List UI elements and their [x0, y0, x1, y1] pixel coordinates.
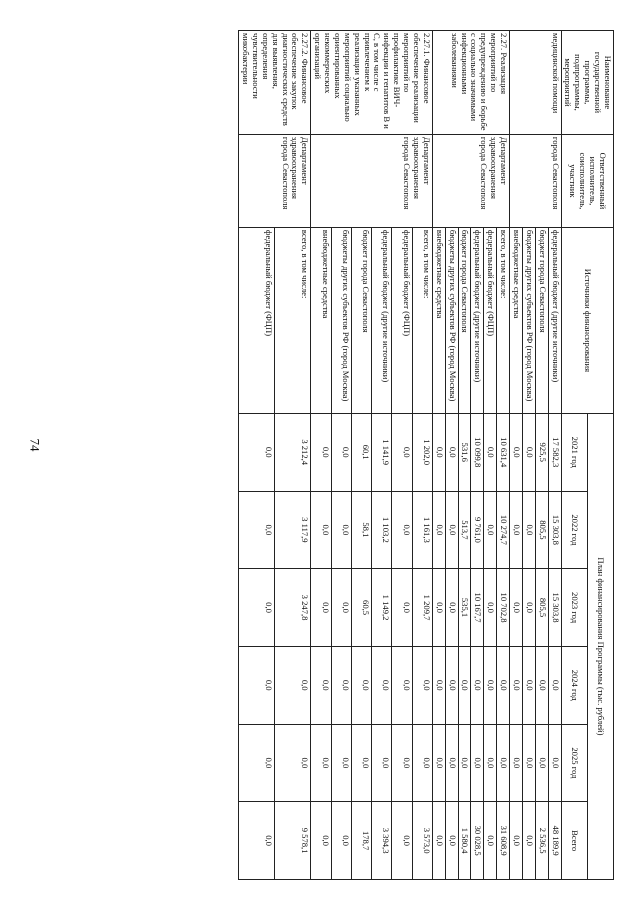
value-cell: 0,0 — [311, 724, 331, 802]
value-cell: 0,0 — [510, 491, 523, 569]
source: бюджеты других субъектов РФ (город Москва) — [445, 227, 458, 413]
value-cell: 0,0 — [523, 802, 536, 880]
value-cell: 1 580,4 — [458, 802, 471, 880]
responsible: Департамент здравоохранения города Севастополя — [432, 134, 509, 227]
value-cell: 0,0 — [497, 724, 510, 802]
header-total: Всего — [561, 802, 587, 880]
value-cell: 3 117,9 — [275, 491, 311, 569]
source: всего, в том числе: — [497, 227, 510, 413]
value-cell: 0,0 — [445, 569, 458, 647]
value-cell: 0,0 — [392, 646, 412, 724]
value-cell: 9 578,1 — [275, 802, 311, 880]
value-cell: 0,0 — [239, 491, 275, 569]
value-cell: 10 099,8 — [471, 413, 484, 491]
value-cell: 9 761,0 — [471, 491, 484, 569]
value-cell: 531,6 — [458, 413, 471, 491]
value-cell: 0,0 — [432, 724, 445, 802]
value-cell: 0,0 — [445, 413, 458, 491]
value-cell: 0,0 — [275, 724, 311, 802]
source: федеральный бюджет (другие источники) — [548, 227, 561, 413]
value-cell: 0,0 — [510, 646, 523, 724]
value-cell: 17 582,3 — [548, 413, 561, 491]
value-cell: 30 028,5 — [471, 802, 484, 880]
value-cell: 0,0 — [392, 724, 412, 802]
value-cell: 60,1 — [351, 413, 371, 491]
value-cell: 0,0 — [484, 569, 497, 647]
value-cell: 1 209,7 — [412, 569, 432, 647]
source: федеральный бюджет (ФЦП) — [392, 227, 412, 413]
value-cell: 0,0 — [523, 413, 536, 491]
value-cell: 0,0 — [331, 802, 351, 880]
value-cell: 0,0 — [458, 646, 471, 724]
rotated-page — [54, 30, 614, 880]
value-cell: 0,0 — [372, 724, 392, 802]
value-cell: 0,0 — [548, 646, 561, 724]
value-cell: 0,0 — [432, 569, 445, 647]
value-cell: 0,0 — [432, 413, 445, 491]
value-cell: 0,0 — [372, 646, 392, 724]
value-cell: 0,0 — [239, 724, 275, 802]
value-cell: 925,5 — [535, 413, 548, 491]
measure-name: 2.27.2. Финансовое обеспечение закупок диагностических средств для выявления, определения чувствительности микобактерии — [239, 31, 311, 135]
value-cell: 3 573,0 — [412, 802, 432, 880]
value-cell: 0,0 — [523, 724, 536, 802]
value-cell: 0,0 — [392, 413, 412, 491]
value-cell: 0,0 — [432, 802, 445, 880]
source: всего, в том числе: — [412, 227, 432, 413]
value-cell: 0,0 — [432, 491, 445, 569]
value-cell: 0,0 — [275, 646, 311, 724]
responsible: Департамент здравоохранения города Севастополя — [311, 134, 433, 227]
value-cell: 15 303,8 — [548, 569, 561, 647]
value-cell: 0,0 — [458, 724, 471, 802]
value-cell: 31 608,9 — [497, 802, 510, 880]
table-row — [497, 31, 510, 880]
value-cell: 0,0 — [412, 724, 432, 802]
header-name: Наименование государственной программы, подпрограммы, мероприятий — [561, 31, 613, 135]
value-cell: 0,0 — [445, 802, 458, 880]
value-cell: 1 103,2 — [372, 491, 392, 569]
responsible: Департамент здравоохранения города Севастополя — [239, 134, 311, 227]
source: внебюджетные средства — [510, 227, 523, 413]
value-cell: 0,0 — [331, 646, 351, 724]
source: бюджет города Севастополя — [535, 227, 548, 413]
value-cell: 805,5 — [535, 491, 548, 569]
value-cell: 0,0 — [484, 802, 497, 880]
header-responsible: Ответственный исполнитель, соисполнитель, участник — [561, 134, 613, 227]
value-cell: 0,0 — [445, 724, 458, 802]
value-cell: 0,0 — [239, 646, 275, 724]
value-cell: 1 141,9 — [372, 413, 392, 491]
value-cell: 0,0 — [311, 646, 331, 724]
value-cell: 0,0 — [471, 646, 484, 724]
value-cell: 513,7 — [458, 491, 471, 569]
source: внебюджетные средства — [311, 227, 331, 413]
value-cell: 0,0 — [311, 491, 331, 569]
value-cell: 0,0 — [523, 491, 536, 569]
value-cell: 0,0 — [510, 413, 523, 491]
value-cell: 10 167,7 — [471, 569, 484, 647]
value-cell: 0,0 — [484, 646, 497, 724]
source: федеральный бюджет (другие источники) — [372, 227, 392, 413]
value-cell: 0,0 — [510, 802, 523, 880]
value-cell: 0,0 — [331, 413, 351, 491]
value-cell: 1 149,2 — [372, 569, 392, 647]
value-cell: 0,0 — [535, 646, 548, 724]
value-cell: 3 394,3 — [372, 802, 392, 880]
measure-name: медицинской помощи — [510, 31, 562, 135]
value-cell: 0,0 — [239, 802, 275, 880]
value-cell: 48 189,9 — [548, 802, 561, 880]
value-cell: 535,1 — [458, 569, 471, 647]
value-cell: 1 161,3 — [412, 491, 432, 569]
header-year: 2023 год — [561, 569, 587, 647]
header-year: 2022 год — [561, 491, 587, 569]
value-cell: 0,0 — [484, 413, 497, 491]
value-cell: 0,0 — [239, 413, 275, 491]
value-cell: 0,0 — [445, 646, 458, 724]
financing-table — [238, 30, 614, 880]
source: всего, в том числе: — [275, 227, 311, 413]
value-cell: 3 212,4 — [275, 413, 311, 491]
value-cell: 805,5 — [535, 569, 548, 647]
value-cell: 0,0 — [331, 569, 351, 647]
source: внебюджетные средства — [432, 227, 445, 413]
value-cell: 0,0 — [445, 491, 458, 569]
value-cell: 0,0 — [432, 646, 445, 724]
value-cell: 0,0 — [510, 724, 523, 802]
value-cell: 0,0 — [351, 646, 371, 724]
value-cell: 0,0 — [331, 724, 351, 802]
value-cell: 10 274,7 — [497, 491, 510, 569]
value-cell: 0,0 — [548, 724, 561, 802]
value-cell: 0,0 — [392, 569, 412, 647]
value-cell: 0,0 — [523, 569, 536, 647]
value-cell: 1 202,0 — [412, 413, 432, 491]
page-number: 74 — [27, 438, 43, 452]
value-cell: 178,7 — [351, 802, 371, 880]
value-cell: 15 303,8 — [548, 491, 561, 569]
value-cell: 0,0 — [484, 491, 497, 569]
measure-name: 2.27. Реализация мероприятий по предупреждению и борьбе с социально значимыми инфекционными заболеваниями — [432, 31, 509, 135]
value-cell: 0,0 — [471, 724, 484, 802]
value-cell: 2 536,5 — [535, 802, 548, 880]
value-cell: 0,0 — [535, 724, 548, 802]
value-cell: 10 702,8 — [497, 569, 510, 647]
header-plan: План финансирования Программы (тыс. рублей) — [587, 413, 613, 879]
value-cell: 0,0 — [311, 413, 331, 491]
table-row — [548, 31, 561, 880]
header-year: 2025 год — [561, 724, 587, 802]
table-row — [412, 31, 432, 880]
value-cell: 0,0 — [392, 802, 412, 880]
value-cell: 0,0 — [311, 802, 331, 880]
value-cell: 0,0 — [311, 569, 331, 647]
value-cell: 0,0 — [497, 646, 510, 724]
header-year: 2024 год — [561, 646, 587, 724]
value-cell: 0,0 — [239, 569, 275, 647]
value-cell: 0,0 — [351, 724, 371, 802]
value-cell: 58,1 — [351, 491, 371, 569]
header-year: 2021 год — [561, 413, 587, 491]
source: федеральный бюджет (другие источники) — [471, 227, 484, 413]
measure-name: 2.27.1. Финансовое обеспечение реализации мероприятий по профилактике ВИЧ-инфекции и гепатитов В и С, в том числе с привлечением к реализации указанных мероприятий социально ориентированных некоммерческих организаций — [311, 31, 433, 135]
table-row — [275, 31, 311, 880]
responsible: города Севастополя — [510, 134, 562, 227]
value-cell: 0,0 — [331, 491, 351, 569]
value-cell: 0,0 — [484, 724, 497, 802]
source: бюджеты других субъектов РФ (город Москва) — [523, 227, 536, 413]
source: бюджет города Севастополя — [351, 227, 371, 413]
value-cell: 0,0 — [523, 646, 536, 724]
source: федеральный бюджет (ФЦП) — [484, 227, 497, 413]
value-cell: 60,5 — [351, 569, 371, 647]
source: бюджеты других субъектов РФ (город Москва) — [331, 227, 351, 413]
source: бюджет города Севастополя — [458, 227, 471, 413]
value-cell: 0,0 — [510, 569, 523, 647]
value-cell: 0,0 — [412, 646, 432, 724]
header-sources: Источники финансирования — [561, 227, 613, 413]
value-cell: 0,0 — [392, 491, 412, 569]
source: федеральный бюджет (ФЦП) — [239, 227, 275, 413]
value-cell: 10 631,4 — [497, 413, 510, 491]
value-cell: 3 247,8 — [275, 569, 311, 647]
